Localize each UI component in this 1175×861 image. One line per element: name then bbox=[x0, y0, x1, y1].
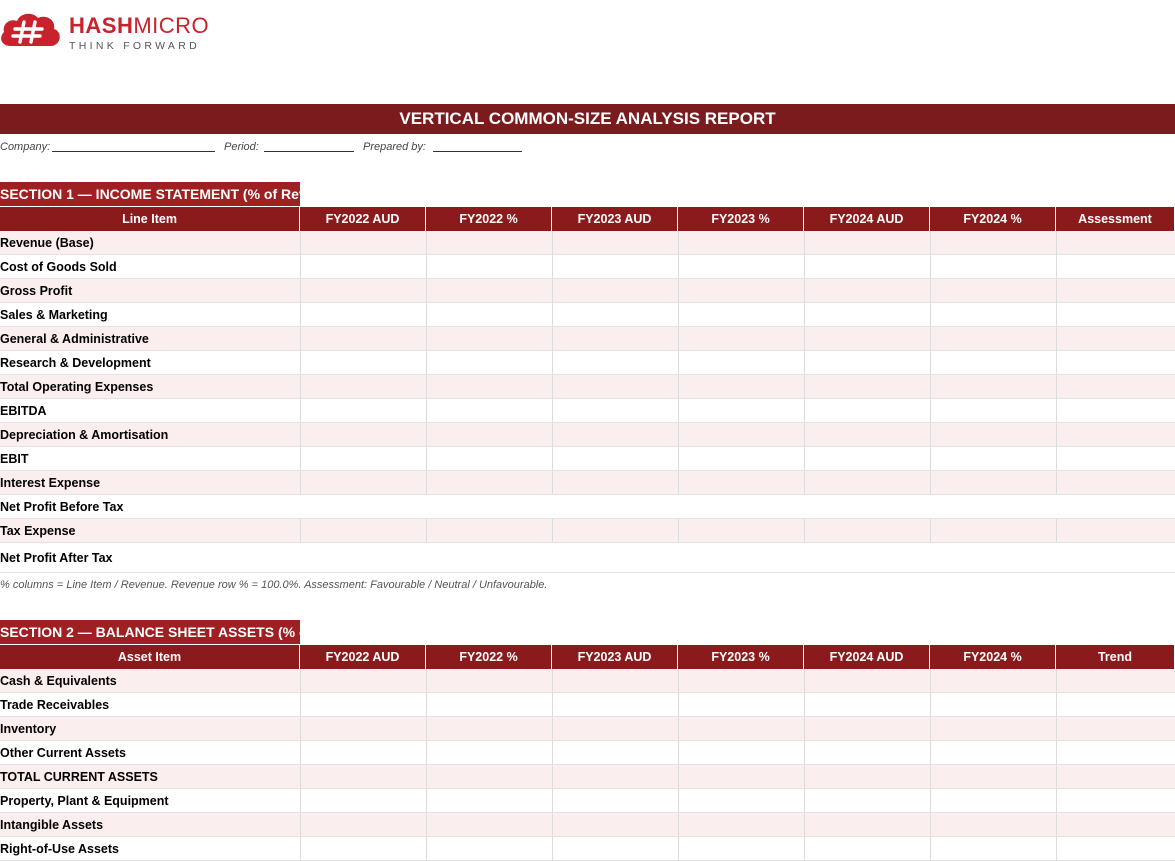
input-cell[interactable] bbox=[930, 399, 1056, 422]
input-cell[interactable] bbox=[426, 399, 552, 422]
input-cell[interactable] bbox=[804, 471, 930, 494]
table-row bbox=[0, 351, 1175, 375]
input-cell[interactable] bbox=[300, 789, 426, 812]
input-cell[interactable] bbox=[1056, 717, 1175, 740]
input-cell[interactable] bbox=[426, 447, 552, 470]
input-cell[interactable] bbox=[552, 837, 678, 860]
input-cell[interactable] bbox=[1056, 279, 1175, 302]
section1-col-header: FY2022 AUD bbox=[300, 207, 426, 231]
input-cell[interactable] bbox=[678, 351, 804, 374]
table-row bbox=[0, 303, 1175, 327]
section1-col-header: FY2023 AUD bbox=[552, 207, 678, 231]
period-field[interactable] bbox=[264, 140, 354, 152]
row-label: Depreciation & Amortisation bbox=[0, 427, 169, 442]
input-cell[interactable] bbox=[804, 669, 930, 692]
section2-col-header: FY2022 % bbox=[426, 645, 552, 669]
input-cell[interactable] bbox=[300, 423, 426, 446]
row-label: Intangible Assets bbox=[0, 817, 104, 832]
input-cell[interactable] bbox=[804, 351, 930, 374]
input-cell[interactable] bbox=[804, 519, 930, 542]
input-cell[interactable] bbox=[552, 303, 678, 326]
input-cell[interactable] bbox=[552, 765, 678, 788]
input-cell[interactable] bbox=[930, 255, 1056, 278]
table-row bbox=[0, 519, 1175, 543]
section1-col-header: Line Item bbox=[0, 207, 300, 231]
input-cell[interactable] bbox=[930, 741, 1056, 764]
input-cell[interactable] bbox=[552, 399, 678, 422]
section2-title: SECTION 2 — BALANCE SHEET ASSETS (% of Total Assets) bbox=[0, 624, 403, 640]
input-cell[interactable] bbox=[804, 813, 930, 836]
input-cell[interactable] bbox=[678, 423, 804, 446]
table-row bbox=[0, 669, 1175, 693]
input-cell[interactable] bbox=[804, 327, 930, 350]
input-cell[interactable] bbox=[300, 471, 426, 494]
input-cell[interactable] bbox=[678, 303, 804, 326]
table-row bbox=[0, 279, 1175, 303]
section2-col-header: FY2023 AUD bbox=[552, 645, 678, 669]
table-row bbox=[0, 543, 1175, 573]
table-row bbox=[0, 255, 1175, 279]
section2-col-header: FY2022 AUD bbox=[300, 645, 426, 669]
input-cell[interactable] bbox=[804, 399, 930, 422]
input-cell[interactable] bbox=[300, 765, 426, 788]
section2-table-header bbox=[0, 645, 1175, 669]
input-cell[interactable] bbox=[1056, 447, 1175, 470]
input-cell[interactable] bbox=[930, 231, 1056, 254]
input-cell[interactable] bbox=[804, 741, 930, 764]
table-row bbox=[0, 765, 1175, 789]
input-cell[interactable] bbox=[678, 399, 804, 422]
row-label: Gross Profit bbox=[0, 283, 73, 298]
row-label: Cost of Goods Sold bbox=[0, 259, 117, 274]
input-cell[interactable] bbox=[678, 693, 804, 716]
input-cell[interactable] bbox=[930, 375, 1056, 398]
input-cell[interactable] bbox=[678, 471, 804, 494]
input-cell[interactable] bbox=[804, 255, 930, 278]
input-cell[interactable] bbox=[426, 717, 552, 740]
input-cell[interactable] bbox=[426, 813, 552, 836]
input-cell[interactable] bbox=[678, 765, 804, 788]
input-cell[interactable] bbox=[1056, 231, 1175, 254]
row-label: Net Profit After Tax bbox=[0, 550, 113, 565]
input-cell[interactable] bbox=[804, 423, 930, 446]
input-cell[interactable] bbox=[300, 837, 426, 860]
row-label: EBIT bbox=[0, 451, 29, 466]
row-label: Inventory bbox=[0, 721, 57, 736]
input-cell[interactable] bbox=[300, 327, 426, 350]
input-cell[interactable] bbox=[930, 519, 1056, 542]
report-title-bar bbox=[0, 104, 1175, 134]
input-cell[interactable] bbox=[1056, 693, 1175, 716]
input-cell[interactable] bbox=[552, 375, 678, 398]
input-cell[interactable] bbox=[552, 279, 678, 302]
table-row bbox=[0, 717, 1175, 741]
input-cell[interactable] bbox=[930, 813, 1056, 836]
input-cell[interactable] bbox=[678, 741, 804, 764]
input-cell[interactable] bbox=[930, 303, 1056, 326]
table-row bbox=[0, 423, 1175, 447]
input-cell[interactable] bbox=[678, 813, 804, 836]
input-cell[interactable] bbox=[300, 519, 426, 542]
input-cell[interactable] bbox=[804, 789, 930, 812]
row-label: Total Operating Expenses bbox=[0, 379, 154, 394]
input-cell[interactable] bbox=[1056, 741, 1175, 764]
input-cell[interactable] bbox=[804, 717, 930, 740]
section1-title: SECTION 1 — INCOME STATEMENT (% of Revenue) bbox=[0, 186, 345, 202]
input-cell[interactable] bbox=[678, 279, 804, 302]
input-cell[interactable] bbox=[552, 327, 678, 350]
section1-header bbox=[0, 182, 345, 206]
input-cell[interactable] bbox=[930, 447, 1056, 470]
brand-name-part2: MICRO bbox=[133, 13, 210, 38]
input-cell[interactable] bbox=[1056, 375, 1175, 398]
table-row bbox=[0, 375, 1175, 399]
table-row bbox=[0, 693, 1175, 717]
input-cell[interactable] bbox=[552, 741, 678, 764]
brand-name-part1: HASH bbox=[69, 13, 134, 38]
table-row bbox=[0, 837, 1175, 861]
input-cell[interactable] bbox=[552, 717, 678, 740]
section2-col-header: Asset Item bbox=[0, 645, 300, 669]
input-cell[interactable] bbox=[426, 423, 552, 446]
period-label: Period: bbox=[224, 141, 259, 153]
input-cell[interactable] bbox=[678, 519, 804, 542]
input-cell[interactable] bbox=[300, 303, 426, 326]
section1-note: % columns = Line Item / Revenue. Revenue row % = 100.0%. Assessment: Favourable / Neutral / Unfavourable. bbox=[0, 579, 548, 591]
table-row bbox=[0, 789, 1175, 813]
report-meta bbox=[0, 140, 1175, 154]
row-label: Tax Expense bbox=[0, 523, 76, 538]
input-cell[interactable] bbox=[300, 717, 426, 740]
report-title: VERTICAL COMMON-SIZE ANALYSIS REPORT bbox=[399, 109, 776, 128]
input-cell[interactable] bbox=[300, 255, 426, 278]
input-cell[interactable] bbox=[552, 519, 678, 542]
input-cell[interactable] bbox=[678, 375, 804, 398]
input-cell[interactable] bbox=[300, 741, 426, 764]
input-cell[interactable] bbox=[426, 375, 552, 398]
input-cell[interactable] bbox=[426, 279, 552, 302]
brand-name bbox=[69, 14, 209, 38]
input-cell[interactable] bbox=[1056, 423, 1175, 446]
input-cell[interactable] bbox=[678, 669, 804, 692]
row-label: Research & Development bbox=[0, 355, 151, 370]
hashmicro-logo bbox=[0, 8, 240, 52]
table-row bbox=[0, 447, 1175, 471]
input-cell[interactable] bbox=[804, 375, 930, 398]
row-label: Cash & Equivalents bbox=[0, 673, 117, 688]
section1-col-header: Assessment bbox=[1056, 207, 1175, 231]
section2-col-header: Trend bbox=[1056, 645, 1175, 669]
company-field[interactable] bbox=[52, 140, 215, 152]
input-cell[interactable] bbox=[552, 255, 678, 278]
table-row bbox=[0, 471, 1175, 495]
input-cell[interactable] bbox=[426, 471, 552, 494]
input-cell[interactable] bbox=[426, 741, 552, 764]
table-row bbox=[0, 327, 1175, 351]
input-cell[interactable] bbox=[552, 471, 678, 494]
input-cell[interactable] bbox=[552, 813, 678, 836]
table-row bbox=[0, 399, 1175, 423]
input-cell[interactable] bbox=[804, 231, 930, 254]
section1-col-header: FY2023 % bbox=[678, 207, 804, 231]
input-cell[interactable] bbox=[804, 303, 930, 326]
input-cell[interactable] bbox=[804, 447, 930, 470]
row-label: EBITDA bbox=[0, 403, 47, 418]
input-cell[interactable] bbox=[1056, 669, 1175, 692]
input-cell[interactable] bbox=[678, 255, 804, 278]
hash-cloud-icon bbox=[0, 10, 62, 50]
input-cell[interactable] bbox=[678, 327, 804, 350]
input-cell[interactable] bbox=[1056, 789, 1175, 812]
input-cell[interactable] bbox=[300, 447, 426, 470]
input-cell[interactable] bbox=[804, 693, 930, 716]
input-cell[interactable] bbox=[552, 447, 678, 470]
input-cell[interactable] bbox=[552, 693, 678, 716]
section1-col-header: FY2024 % bbox=[930, 207, 1056, 231]
input-cell[interactable] bbox=[300, 669, 426, 692]
input-cell[interactable] bbox=[300, 279, 426, 302]
input-cell[interactable] bbox=[804, 279, 930, 302]
brand-tagline: THINK FORWARD bbox=[69, 40, 200, 52]
prepared-by-field[interactable] bbox=[433, 140, 522, 152]
input-cell[interactable] bbox=[552, 423, 678, 446]
input-cell[interactable] bbox=[930, 765, 1056, 788]
input-cell[interactable] bbox=[300, 399, 426, 422]
input-cell[interactable] bbox=[426, 255, 552, 278]
company-label: Company: bbox=[0, 141, 51, 153]
input-cell[interactable] bbox=[552, 669, 678, 692]
input-cell[interactable] bbox=[426, 351, 552, 374]
section2-header bbox=[0, 620, 403, 644]
row-label: Right-of-Use Assets bbox=[0, 841, 119, 856]
row-label: Property, Plant & Equipment bbox=[0, 793, 169, 808]
input-cell[interactable] bbox=[426, 669, 552, 692]
input-cell[interactable] bbox=[930, 327, 1056, 350]
table-row bbox=[0, 231, 1175, 255]
input-cell[interactable] bbox=[678, 231, 804, 254]
input-cell[interactable] bbox=[552, 789, 678, 812]
input-cell[interactable] bbox=[1056, 303, 1175, 326]
input-cell[interactable] bbox=[426, 327, 552, 350]
row-label: Net Profit Before Tax bbox=[0, 499, 124, 514]
input-cell[interactable] bbox=[930, 423, 1056, 446]
input-cell[interactable] bbox=[1056, 837, 1175, 860]
table-row bbox=[0, 495, 1175, 519]
input-cell[interactable] bbox=[426, 837, 552, 860]
input-cell[interactable] bbox=[300, 693, 426, 716]
input-cell[interactable] bbox=[300, 813, 426, 836]
input-cell[interactable] bbox=[930, 351, 1056, 374]
prepared-by-label: Prepared by: bbox=[363, 141, 426, 153]
input-cell[interactable] bbox=[930, 789, 1056, 812]
input-cell[interactable] bbox=[678, 789, 804, 812]
input-cell[interactable] bbox=[804, 765, 930, 788]
row-label: TOTAL CURRENT ASSETS bbox=[0, 769, 158, 784]
input-cell[interactable] bbox=[1056, 351, 1175, 374]
input-cell[interactable] bbox=[300, 375, 426, 398]
row-label: Trade Receivables bbox=[0, 697, 110, 712]
section2-col-header: FY2024 % bbox=[930, 645, 1056, 669]
input-cell[interactable] bbox=[1056, 471, 1175, 494]
input-cell[interactable] bbox=[552, 351, 678, 374]
section1-col-header: FY2022 % bbox=[426, 207, 552, 231]
input-cell[interactable] bbox=[426, 789, 552, 812]
input-cell[interactable] bbox=[1056, 813, 1175, 836]
input-cell[interactable] bbox=[426, 765, 552, 788]
input-cell[interactable] bbox=[1056, 255, 1175, 278]
input-cell[interactable] bbox=[930, 279, 1056, 302]
input-cell[interactable] bbox=[1056, 327, 1175, 350]
table-row bbox=[0, 741, 1175, 765]
section1-col-header: FY2024 AUD bbox=[804, 207, 930, 231]
input-cell[interactable] bbox=[930, 669, 1056, 692]
input-cell[interactable] bbox=[552, 231, 678, 254]
section2-col-header: FY2024 AUD bbox=[804, 645, 930, 669]
input-cell[interactable] bbox=[930, 693, 1056, 716]
input-cell[interactable] bbox=[1056, 399, 1175, 422]
input-cell[interactable] bbox=[1056, 519, 1175, 542]
input-cell[interactable] bbox=[300, 351, 426, 374]
input-cell[interactable] bbox=[678, 717, 804, 740]
input-cell[interactable] bbox=[426, 231, 552, 254]
row-label: Revenue (Base) bbox=[0, 235, 94, 250]
input-cell[interactable] bbox=[1056, 765, 1175, 788]
input-cell[interactable] bbox=[678, 447, 804, 470]
input-cell[interactable] bbox=[300, 231, 426, 254]
input-cell[interactable] bbox=[426, 693, 552, 716]
section1-table-header bbox=[0, 207, 1175, 231]
input-cell[interactable] bbox=[930, 717, 1056, 740]
table-row bbox=[0, 813, 1175, 837]
row-label: Interest Expense bbox=[0, 475, 101, 490]
section2-col-header: FY2023 % bbox=[678, 645, 804, 669]
input-cell[interactable] bbox=[804, 837, 930, 860]
input-cell[interactable] bbox=[930, 837, 1056, 860]
input-cell[interactable] bbox=[930, 471, 1056, 494]
input-cell[interactable] bbox=[426, 303, 552, 326]
input-cell[interactable] bbox=[426, 519, 552, 542]
row-label: Sales & Marketing bbox=[0, 307, 108, 322]
row-label: Other Current Assets bbox=[0, 745, 126, 760]
row-label: General & Administrative bbox=[0, 331, 149, 346]
input-cell[interactable] bbox=[678, 837, 804, 860]
